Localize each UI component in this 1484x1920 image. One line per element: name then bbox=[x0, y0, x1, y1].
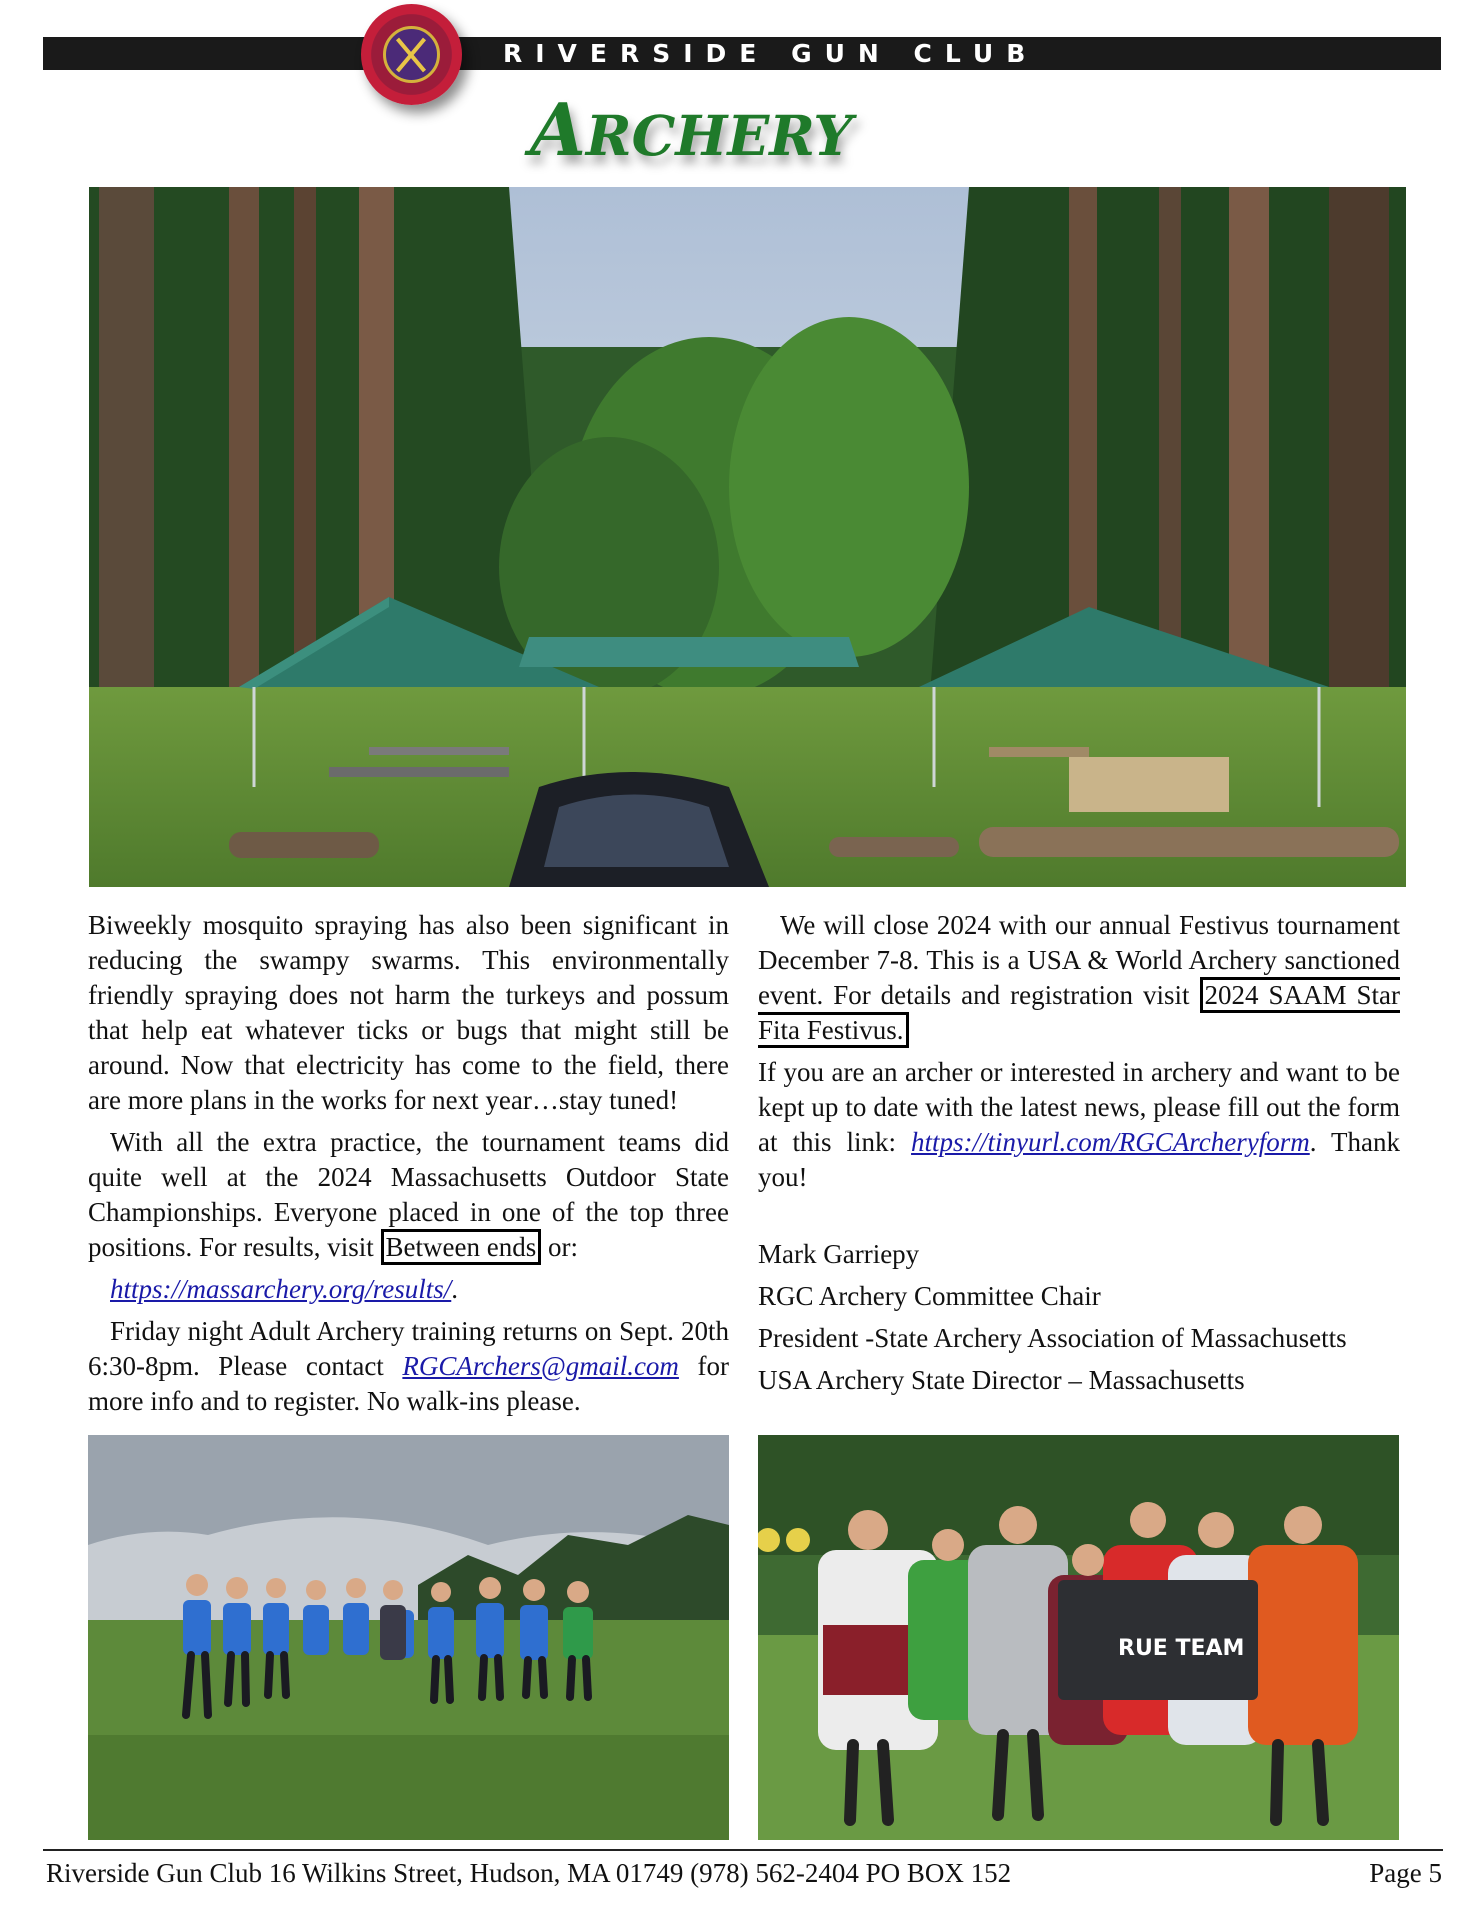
email-link[interactable]: RGCArchers@gmail.com bbox=[402, 1351, 679, 1381]
paragraph-training: Friday night Adult Archery training returns on Sept. 20th 6:30-8pm. Please contact RGCArchers@gmail.com for more info and to register. No walk-ins please. bbox=[88, 1316, 729, 1416]
paragraph-festivus: We will close 2024 with our annual Festivus tournament December 7-8. This is a USA & World Archery sanctioned event. For details and registration visit 2024 SAAM Star Fita Festivus. bbox=[758, 908, 1400, 1048]
page-number: Page 5 bbox=[1369, 1858, 1442, 1888]
section-title: ARCHERY bbox=[530, 87, 853, 172]
festivus-link[interactable]: 2024 SAAM Star Fita Festivus. bbox=[758, 977, 1400, 1048]
signature-name: Mark Garriepy bbox=[758, 1239, 920, 1269]
results-link-line: https://massarchery.org/results/. bbox=[110, 1274, 459, 1304]
signature-block bbox=[758, 1237, 1400, 1398]
club-logo bbox=[361, 4, 462, 105]
signature-title: RGC Archery Committee Chair bbox=[758, 1281, 1101, 1311]
results-link[interactable]: https://massarchery.org/results/ bbox=[110, 1274, 452, 1304]
right-column bbox=[758, 908, 1400, 1405]
footer-address: Riverside Gun Club 16 Wilkins Street, Hudson, MA 01749 (978) 562-2404 PO BOX 152 bbox=[46, 1858, 1012, 1888]
signup-form-link[interactable]: https://tinyurl.com/RGCArcheryform bbox=[911, 1127, 1310, 1157]
footer-divider bbox=[43, 1849, 1443, 1851]
left-column bbox=[88, 908, 729, 1426]
archery-range-photo bbox=[89, 187, 1406, 887]
signature-title: USA Archery State Director – Massachusetts bbox=[758, 1365, 1245, 1395]
team-banner-text: RUE TEAM bbox=[1118, 1636, 1245, 1661]
club-name: RIVERSIDE GUN CLUB bbox=[503, 39, 1039, 68]
adult-team-photo bbox=[758, 1435, 1399, 1840]
youth-team-photo bbox=[88, 1435, 729, 1840]
paragraph-mosquito: Biweekly mosquito spraying has also been significant in reducing the swampy swarms. This environmentally friendly spraying does not harm the turkeys and possum that help eat whatever ticks or bugs that might still be around. Now that electricity has come to the field, there are more plans in the works for next year…stay tuned! bbox=[88, 910, 729, 1115]
between-ends-link[interactable]: Between ends bbox=[381, 1229, 542, 1265]
signature-title: President -State Archery Association of Massachusetts bbox=[758, 1323, 1347, 1353]
paragraph-signup: If you are an archer or interested in archery and want to be kept up to date with the latest news, please fill out the form at this link: https://tinyurl.com/RGCArcheryform. Thank you! bbox=[758, 1057, 1401, 1192]
paragraph-tournament: With all the extra practice, the tournament teams did quite well at the 2024 Massachusetts Outdoor State Championships. Everyone placed in one of the top three positions. For results, visit Between ends or: bbox=[88, 1125, 729, 1265]
